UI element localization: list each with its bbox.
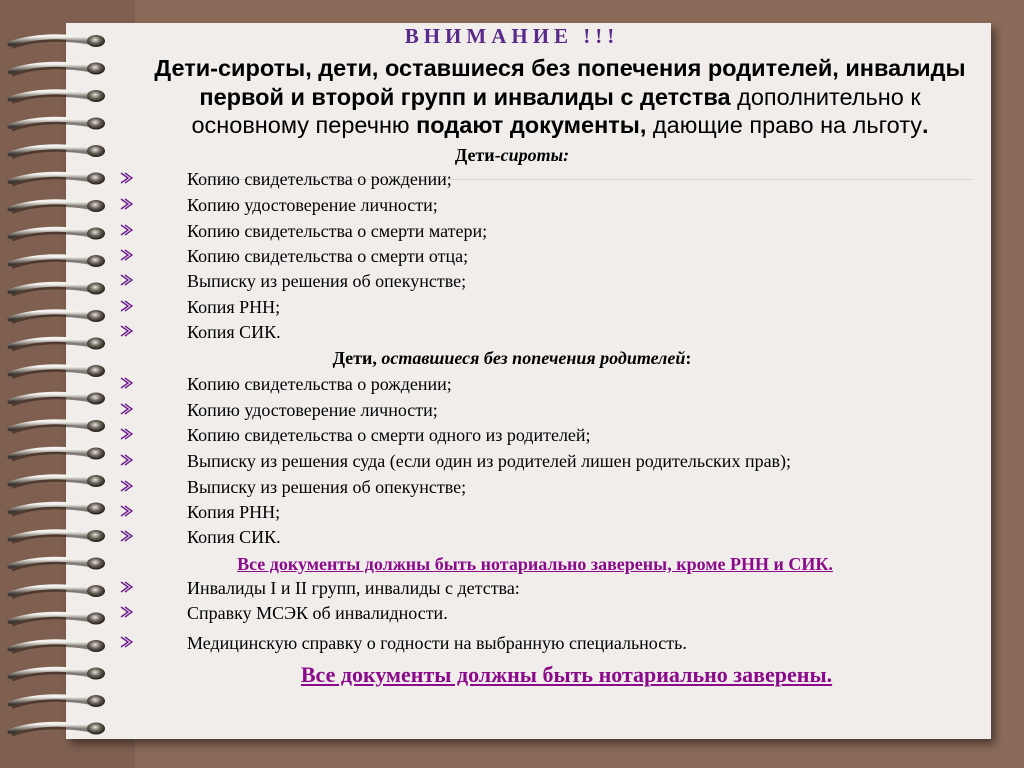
arrow-bullet-icon <box>118 247 134 263</box>
arrow-bullet-icon <box>118 503 134 519</box>
arrow-bullet-icon <box>118 452 134 468</box>
notary-note: Все документы должны быть нотариально заверены, кроме РНН и СИК. <box>237 554 833 574</box>
arrow-bullet-icon <box>118 634 134 650</box>
arrow-bullet-icon <box>118 579 134 595</box>
slide-content: ВНИМАНИЕ !!! Дети-сироты, дети, оставшиеся без попечения родителей, инвалиды первой и второй групп и инвалиды с детства дополнительно к основному перечню подают документы, дающие право на льготу. Дети-сироты: Копию свидетельства о рождении; Копию удостоверение личности; Копию свидетельства о смерти матери; Копию свидетельства о смерти отца; Выписку из решения об опекунстве; Копия РНН; Копия СИК. Дети, оставшиеся без попечения родителей: Копию свидетельства о рождении; Копию удостоверение личности; Копию свидетельства о смерти одного из родителей; Выписку из решения суда (если один из родителей лишен родительских прав); Выписку из решения об опекунстве; Копия РНН; Копия СИК. Все документы должны быть нотариально заверены, кроме РНН и СИК. Инвалиды I и II групп, инвалиды с детства: Справку МСЭК об инвалидности. Медицинскую справку о годности на выбранную специальность. Все документы должны быть нотариально заверены. <box>0 0 1024 768</box>
intro-line-2: первой и второй групп и инвалиды с детства дополнительно к <box>199 84 921 110</box>
no-care-title: Дети, оставшиеся без попечения родителей: <box>332 348 692 368</box>
arrow-bullet-icon <box>118 196 134 212</box>
final-notary-note: Все документы должны быть нотариально заверены. <box>300 662 833 687</box>
arrow-bullet-icon <box>118 323 134 339</box>
arrow-bullet-icon <box>118 604 134 620</box>
intro-line-3: основному перечню подают документы, дающие право на льготу. <box>191 112 929 138</box>
intro-line-1: Дети-сироты, дети, оставшиеся без попечения родителей, инвалиды <box>154 55 966 81</box>
arrow-bullet-icon <box>118 478 134 494</box>
arrow-bullet-icon <box>118 375 134 391</box>
arrow-bullet-icon <box>118 272 134 288</box>
attention-heading: ВНИМАНИЕ !!! <box>404 24 620 48</box>
arrow-bullet-icon <box>118 298 134 314</box>
arrow-bullet-icon <box>118 170 134 186</box>
orphans-title: Дети-сироты: <box>454 145 570 165</box>
arrow-bullet-icon <box>118 426 134 442</box>
arrow-bullet-icon <box>118 528 134 544</box>
arrow-bullet-icon <box>118 222 134 238</box>
arrow-bullet-icon <box>118 401 134 417</box>
